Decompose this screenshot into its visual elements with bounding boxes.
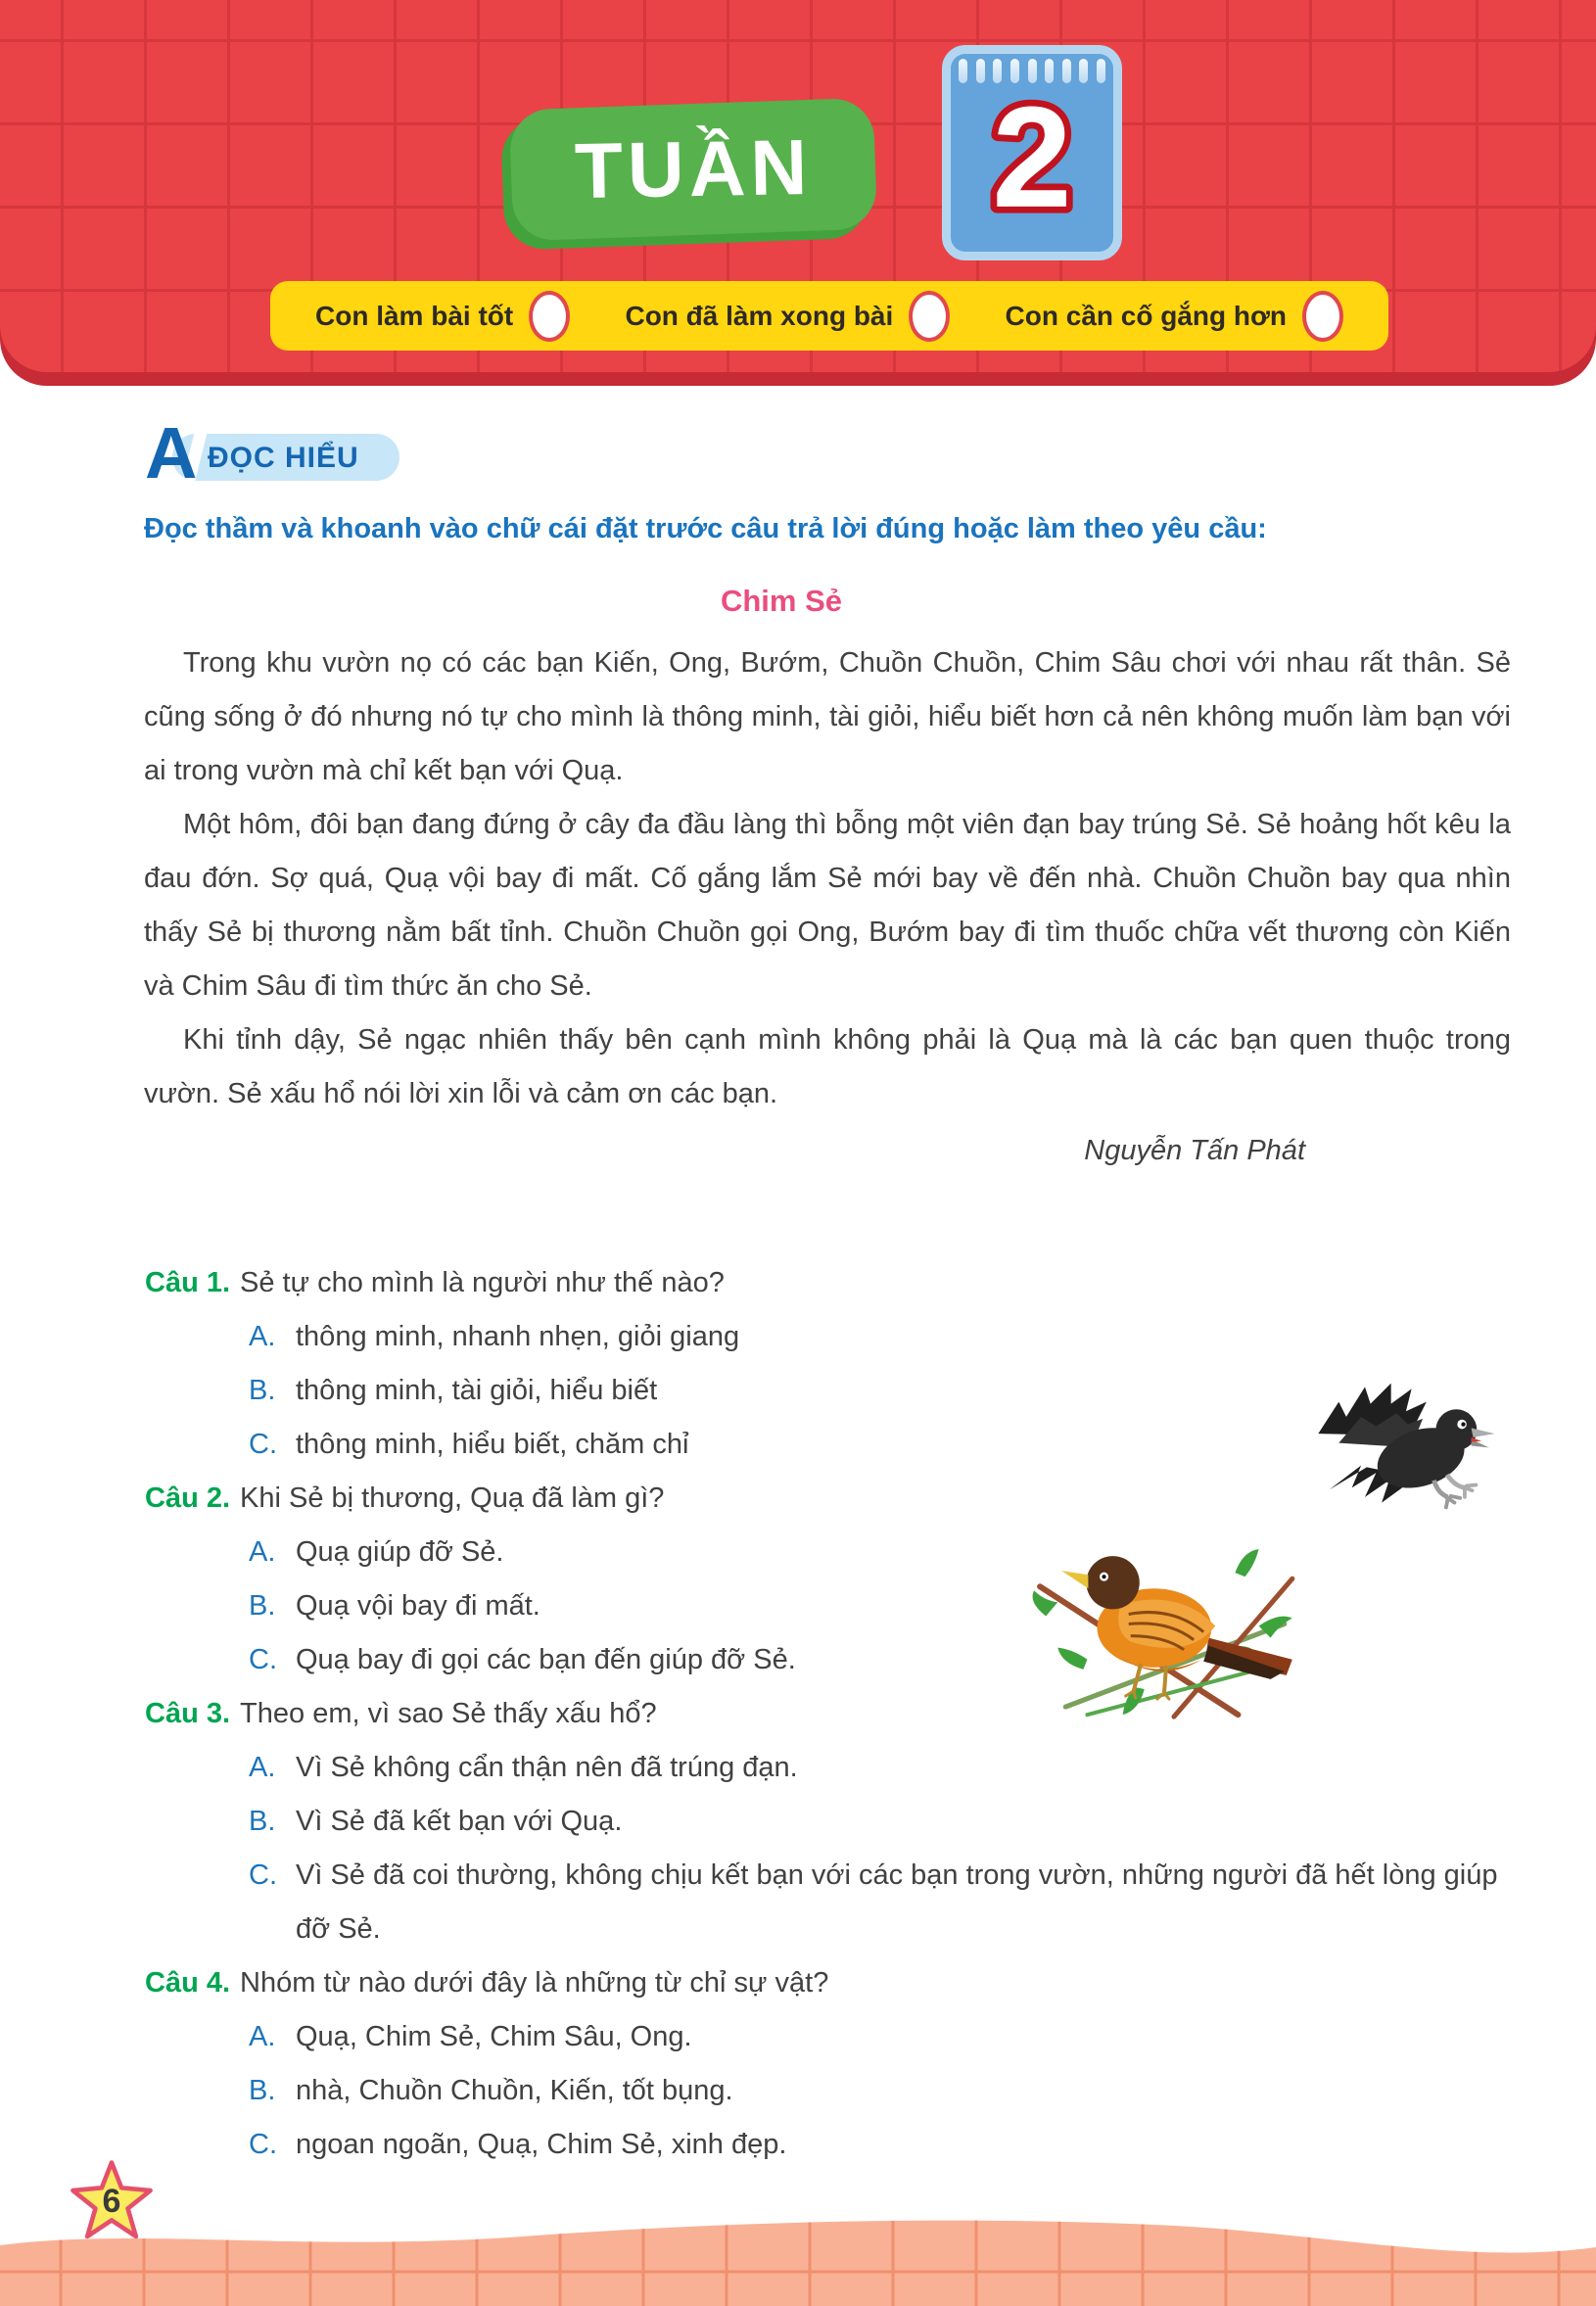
option-text: Quạ, Chim Sẻ, Chim Sâu, Ong. (296, 2021, 692, 2052)
section-letter: A (145, 412, 198, 494)
question-label: Câu 3. (145, 1698, 231, 1729)
option-letter: A. (249, 1752, 276, 1783)
sparrow-illustration (1026, 1520, 1322, 1720)
progress-checkbox[interactable] (1302, 291, 1343, 342)
question-3-option-c (145, 1849, 1516, 1956)
progress-label: Con cần cố gắng hơn (1005, 300, 1287, 331)
question-text: Sẻ tự cho mình là người như thế nào? (240, 1267, 725, 1298)
option-letter: B. (249, 1375, 276, 1406)
option-text: Vì Sẻ đã coi thường, không chịu kết bạn với các bạn trong vườn, những người đã hết lòng giúp đỡ Sẻ. (296, 1859, 1498, 1945)
section-title: ĐỌC HIỂU (208, 442, 359, 474)
progress-label: Con làm bài tốt (315, 300, 514, 331)
option-letter: C. (249, 1429, 277, 1460)
question-heading (145, 1956, 1516, 2010)
story-paragraph: Một hôm, đôi bạn đang đứng ở cây đa đầu làng thì bỗng một viên đạn bay trúng Sẻ. Sẻ hoảng hốt kêu la đau đớn. Sợ quá, Quạ vội bay đi mất. Cố gắng lắm Sẻ mới bay về đến nhà. Chuồn Chuồn bay qua nhìn thấy Sẻ bị thương nằm bất tỉnh. Chuồn Chuồn gọi Ong, Bướm bay đi tìm thuốc chữa vết thương còn Kiến và Chim Sâu đi tìm thức ăn cho Sẻ. (144, 809, 1511, 1002)
option-letter: A. (249, 1321, 276, 1352)
question-label: Câu 1. (145, 1267, 231, 1298)
progress-checkbox[interactable] (529, 291, 570, 342)
question-1-option-a (145, 1310, 1516, 1364)
question-4-option-b (145, 2064, 1516, 2118)
option-text: Quạ bay đi gọi các bạn đến giúp đỡ Sẻ. (296, 1644, 796, 1675)
story-paragraph: Trong khu vườn nọ có các bạn Kiến, Ong, Bướm, Chuồn Chuồn, Chim Sâu chơi với nhau rất thân. Sẻ cũng sống ở đó nhưng nó tự cho mình là thông minh, tài giỏi, hiểu biết hơn cả nên không muốn làm bạn với ai trong vườn mà chỉ kết bạn với Quạ. (144, 647, 1511, 786)
story-title: Chim Sẻ (720, 584, 843, 618)
question-label: Câu 2. (145, 1482, 231, 1514)
progress-banner (270, 281, 1388, 351)
question-text: Nhóm từ nào dưới đây là những từ chỉ sự vật? (240, 1967, 829, 1999)
story-body (144, 636, 1511, 1178)
question-label: Câu 4. (145, 1967, 231, 1999)
option-text: ngoan ngoãn, Quạ, Chim Sẻ, xinh đẹp. (296, 2129, 787, 2160)
option-letter: C. (249, 1859, 277, 1891)
option-letter: C. (249, 2129, 277, 2160)
header-banner (0, 0, 1596, 386)
week-label: TUẦN (574, 122, 813, 215)
question-4 (145, 1956, 1516, 2172)
progress-option-1 (315, 291, 570, 342)
option-text: Vì Sẻ không cẩn thận nên đã trúng đạn. (296, 1752, 798, 1783)
question-text: Theo em, vì sao Sẻ thấy xấu hổ? (240, 1698, 657, 1729)
option-text: Vì Sẻ đã kết bạn với Quạ. (296, 1806, 623, 1837)
week-number-graphic (951, 75, 1113, 242)
week-number: 2 (992, 76, 1072, 238)
story-paragraph: Khi tỉnh dậy, Sẻ ngạc nhiên thấy bên cạnh mình không phải là Quạ mà là các bạn quen thuộc trong vườn. Sẻ xấu hổ nói lời xin lỗi và cảm ơn các bạn. (144, 1024, 1511, 1109)
story-author: Nguyễn Tấn Phát (1084, 1135, 1305, 1166)
option-text: nhà, Chuồn Chuồn, Kiến, tốt bụng. (296, 2075, 733, 2106)
crow-illustration (1310, 1376, 1498, 1534)
footer-wave (0, 2208, 1596, 2306)
question-3-option-a (145, 1741, 1516, 1795)
option-text: thông minh, hiểu biết, chăm chỉ (296, 1429, 689, 1460)
question-text: Khi Sẻ bị thương, Quạ đã làm gì? (240, 1482, 665, 1514)
progress-option-3 (1006, 291, 1343, 342)
progress-checkbox[interactable] (909, 291, 950, 342)
question-4-option-c (145, 2118, 1516, 2172)
calendar-icon (942, 45, 1122, 260)
option-text: thông minh, tài giỏi, hiểu biết (296, 1375, 658, 1406)
progress-label: Con đã làm xong bài (625, 300, 894, 331)
question-heading (145, 1256, 1516, 1310)
option-letter: A. (249, 1536, 276, 1568)
option-letter: A. (249, 2021, 276, 2052)
week-badge (509, 98, 877, 242)
question-4-option-a (145, 2010, 1516, 2064)
page-number-star (67, 2157, 157, 2247)
section-header-a (145, 412, 556, 499)
option-text: Quạ vội bay đi mất. (296, 1590, 540, 1622)
option-letter: B. (249, 1806, 276, 1837)
reading-instruction: Đọc thầm và khoanh vào chữ cái đặt trước câu trả lời đúng hoặc làm theo yêu cầu: (144, 513, 1267, 544)
question-3-option-b (145, 1795, 1516, 1849)
option-letter: B. (249, 2075, 276, 2106)
option-letter: B. (249, 1590, 276, 1622)
question-3 (145, 1687, 1516, 1956)
option-letter: C. (249, 1644, 277, 1675)
option-text: thông minh, nhanh nhẹn, giỏi giang (296, 1321, 740, 1352)
progress-option-2 (625, 291, 950, 342)
page-number: 6 (102, 2183, 121, 2220)
option-text: Quạ giúp đỡ Sẻ. (296, 1536, 504, 1568)
